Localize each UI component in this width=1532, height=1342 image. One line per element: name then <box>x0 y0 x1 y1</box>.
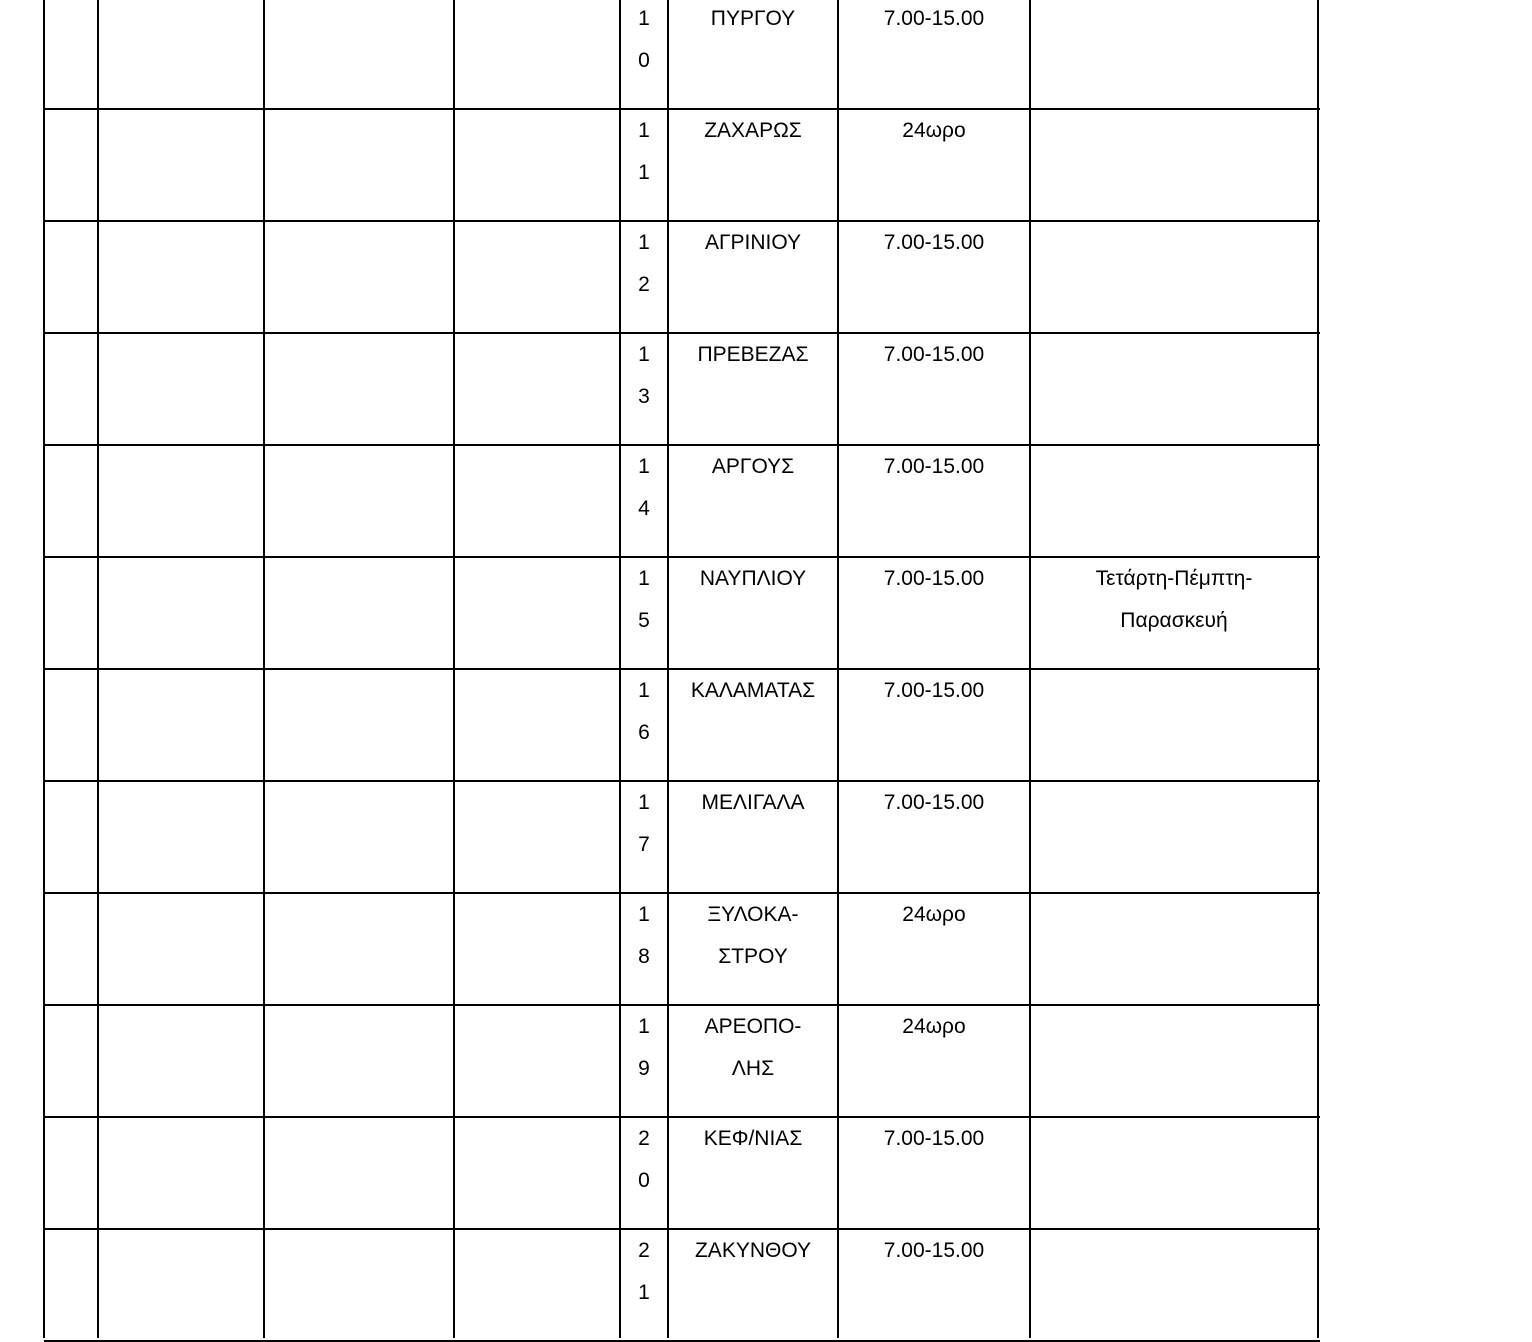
table-row <box>0 668 1532 780</box>
row-number-digit: 1 <box>638 567 650 590</box>
station-name <box>668 1118 838 1160</box>
row-number <box>620 1230 668 1314</box>
station-name-line: ΖΑΧΑΡΩΣ <box>704 119 802 142</box>
row-number-digit: 1 <box>638 791 650 814</box>
operating-hours: 7.00-15.00 <box>883 1127 985 1150</box>
row-number-digit: 0 <box>638 49 650 72</box>
row-number-digit: 1 <box>638 679 650 702</box>
station-name <box>668 0 838 40</box>
row-number-digit: 2 <box>638 1239 650 1262</box>
station-name-line: ΣΤΡΟΥ <box>718 945 788 968</box>
row-number-digit: 1 <box>638 455 650 478</box>
station-name-line: ΝΑΥΠΛΙΟΥ <box>699 567 807 590</box>
row-number <box>620 894 668 978</box>
station-name <box>668 446 838 488</box>
station-name-line: ΞΥΛΟΚΑ- <box>707 903 799 926</box>
notes-line: Τετάρτη-Πέμπτη- <box>1095 567 1253 590</box>
table-row <box>0 444 1532 556</box>
station-name-line: ΜΕΛΙΓΑΛΑ <box>701 791 805 814</box>
row-number <box>620 670 668 754</box>
table-row <box>0 108 1532 220</box>
operating-hours: 7.00-15.00 <box>883 231 985 254</box>
station-name-line: ΑΓΡΙΝΙΟΥ <box>704 231 802 254</box>
station-name <box>668 110 838 152</box>
station-name-line: ΠΡΕΒΕΖΑΣ <box>697 343 809 366</box>
row-number-digit: 7 <box>638 833 650 856</box>
operating-hours: 7.00-15.00 <box>883 343 985 366</box>
station-name-line: ΖΑΚΥΝΘΟΥ <box>694 1239 811 1262</box>
station-name-line: ΑΡΓΟΥΣ <box>711 455 795 478</box>
row-number-digit: 1 <box>638 119 650 142</box>
row-number <box>620 1118 668 1202</box>
table-row <box>0 780 1532 892</box>
table-row <box>0 892 1532 1004</box>
row-number-digit: 1 <box>638 903 650 926</box>
row-number <box>620 222 668 306</box>
operating-hours: 7.00-15.00 <box>883 455 985 478</box>
station-name <box>668 782 838 824</box>
row-number <box>620 334 668 418</box>
row-number-digit: 1 <box>638 161 650 184</box>
station-name-line: ΚΕΦ/ΝΙΑΣ <box>703 1127 803 1150</box>
station-name <box>668 894 838 978</box>
operating-hours: 7.00-15.00 <box>883 1239 985 1262</box>
station-name <box>668 558 838 600</box>
station-name <box>668 670 838 712</box>
row-number-digit: 1 <box>638 7 650 30</box>
operating-hours: 24ωρο <box>902 119 966 142</box>
row-number <box>620 110 668 194</box>
row-number-digit: 8 <box>638 945 650 968</box>
row-number-digit: 2 <box>638 273 650 296</box>
operating-hours: 7.00-15.00 <box>883 791 985 814</box>
operating-hours: 24ωρο <box>902 903 966 926</box>
row-number-digit: 6 <box>638 721 650 744</box>
table-row <box>0 556 1532 668</box>
row-number <box>620 782 668 866</box>
row-number <box>620 446 668 530</box>
station-name-line: ΑΡΕΟΠΟ- <box>704 1015 802 1038</box>
station-name-line: ΠΥΡΓΟΥ <box>710 7 796 30</box>
station-name <box>668 222 838 264</box>
table-row <box>0 0 1532 108</box>
row-number-digit: 1 <box>638 343 650 366</box>
row-number-digit: 0 <box>638 1169 650 1192</box>
row-number-digit: 4 <box>638 497 650 520</box>
row-number-digit: 3 <box>638 385 650 408</box>
row-number <box>620 558 668 642</box>
operating-hours: 7.00-15.00 <box>883 7 985 30</box>
notes <box>1030 558 1318 642</box>
station-name <box>668 1230 838 1272</box>
station-name-line: ΛΗΣ <box>731 1057 775 1080</box>
row-number-digit: 1 <box>638 1015 650 1038</box>
row-number-digit: 1 <box>638 231 650 254</box>
row-number <box>620 0 668 82</box>
row-number-digit: 1 <box>638 1281 650 1304</box>
table-row <box>0 1228 1532 1340</box>
operating-hours: 24ωρο <box>902 1015 966 1038</box>
table-row <box>0 332 1532 444</box>
operating-hours: 7.00-15.00 <box>883 567 985 590</box>
station-name-line: ΚΑΛΑΜΑΤΑΣ <box>690 679 816 702</box>
notes-line: Παρασκευή <box>1120 609 1228 632</box>
operating-hours: 7.00-15.00 <box>883 679 985 702</box>
row-number-digit: 5 <box>638 609 650 632</box>
table-row <box>0 1004 1532 1116</box>
row-number-digit: 2 <box>638 1127 650 1150</box>
table-row <box>0 220 1532 332</box>
table-row <box>0 1116 1532 1228</box>
row-number <box>620 1006 668 1090</box>
station-name <box>668 1006 838 1090</box>
row-number-digit: 9 <box>638 1057 650 1080</box>
station-name <box>668 334 838 376</box>
